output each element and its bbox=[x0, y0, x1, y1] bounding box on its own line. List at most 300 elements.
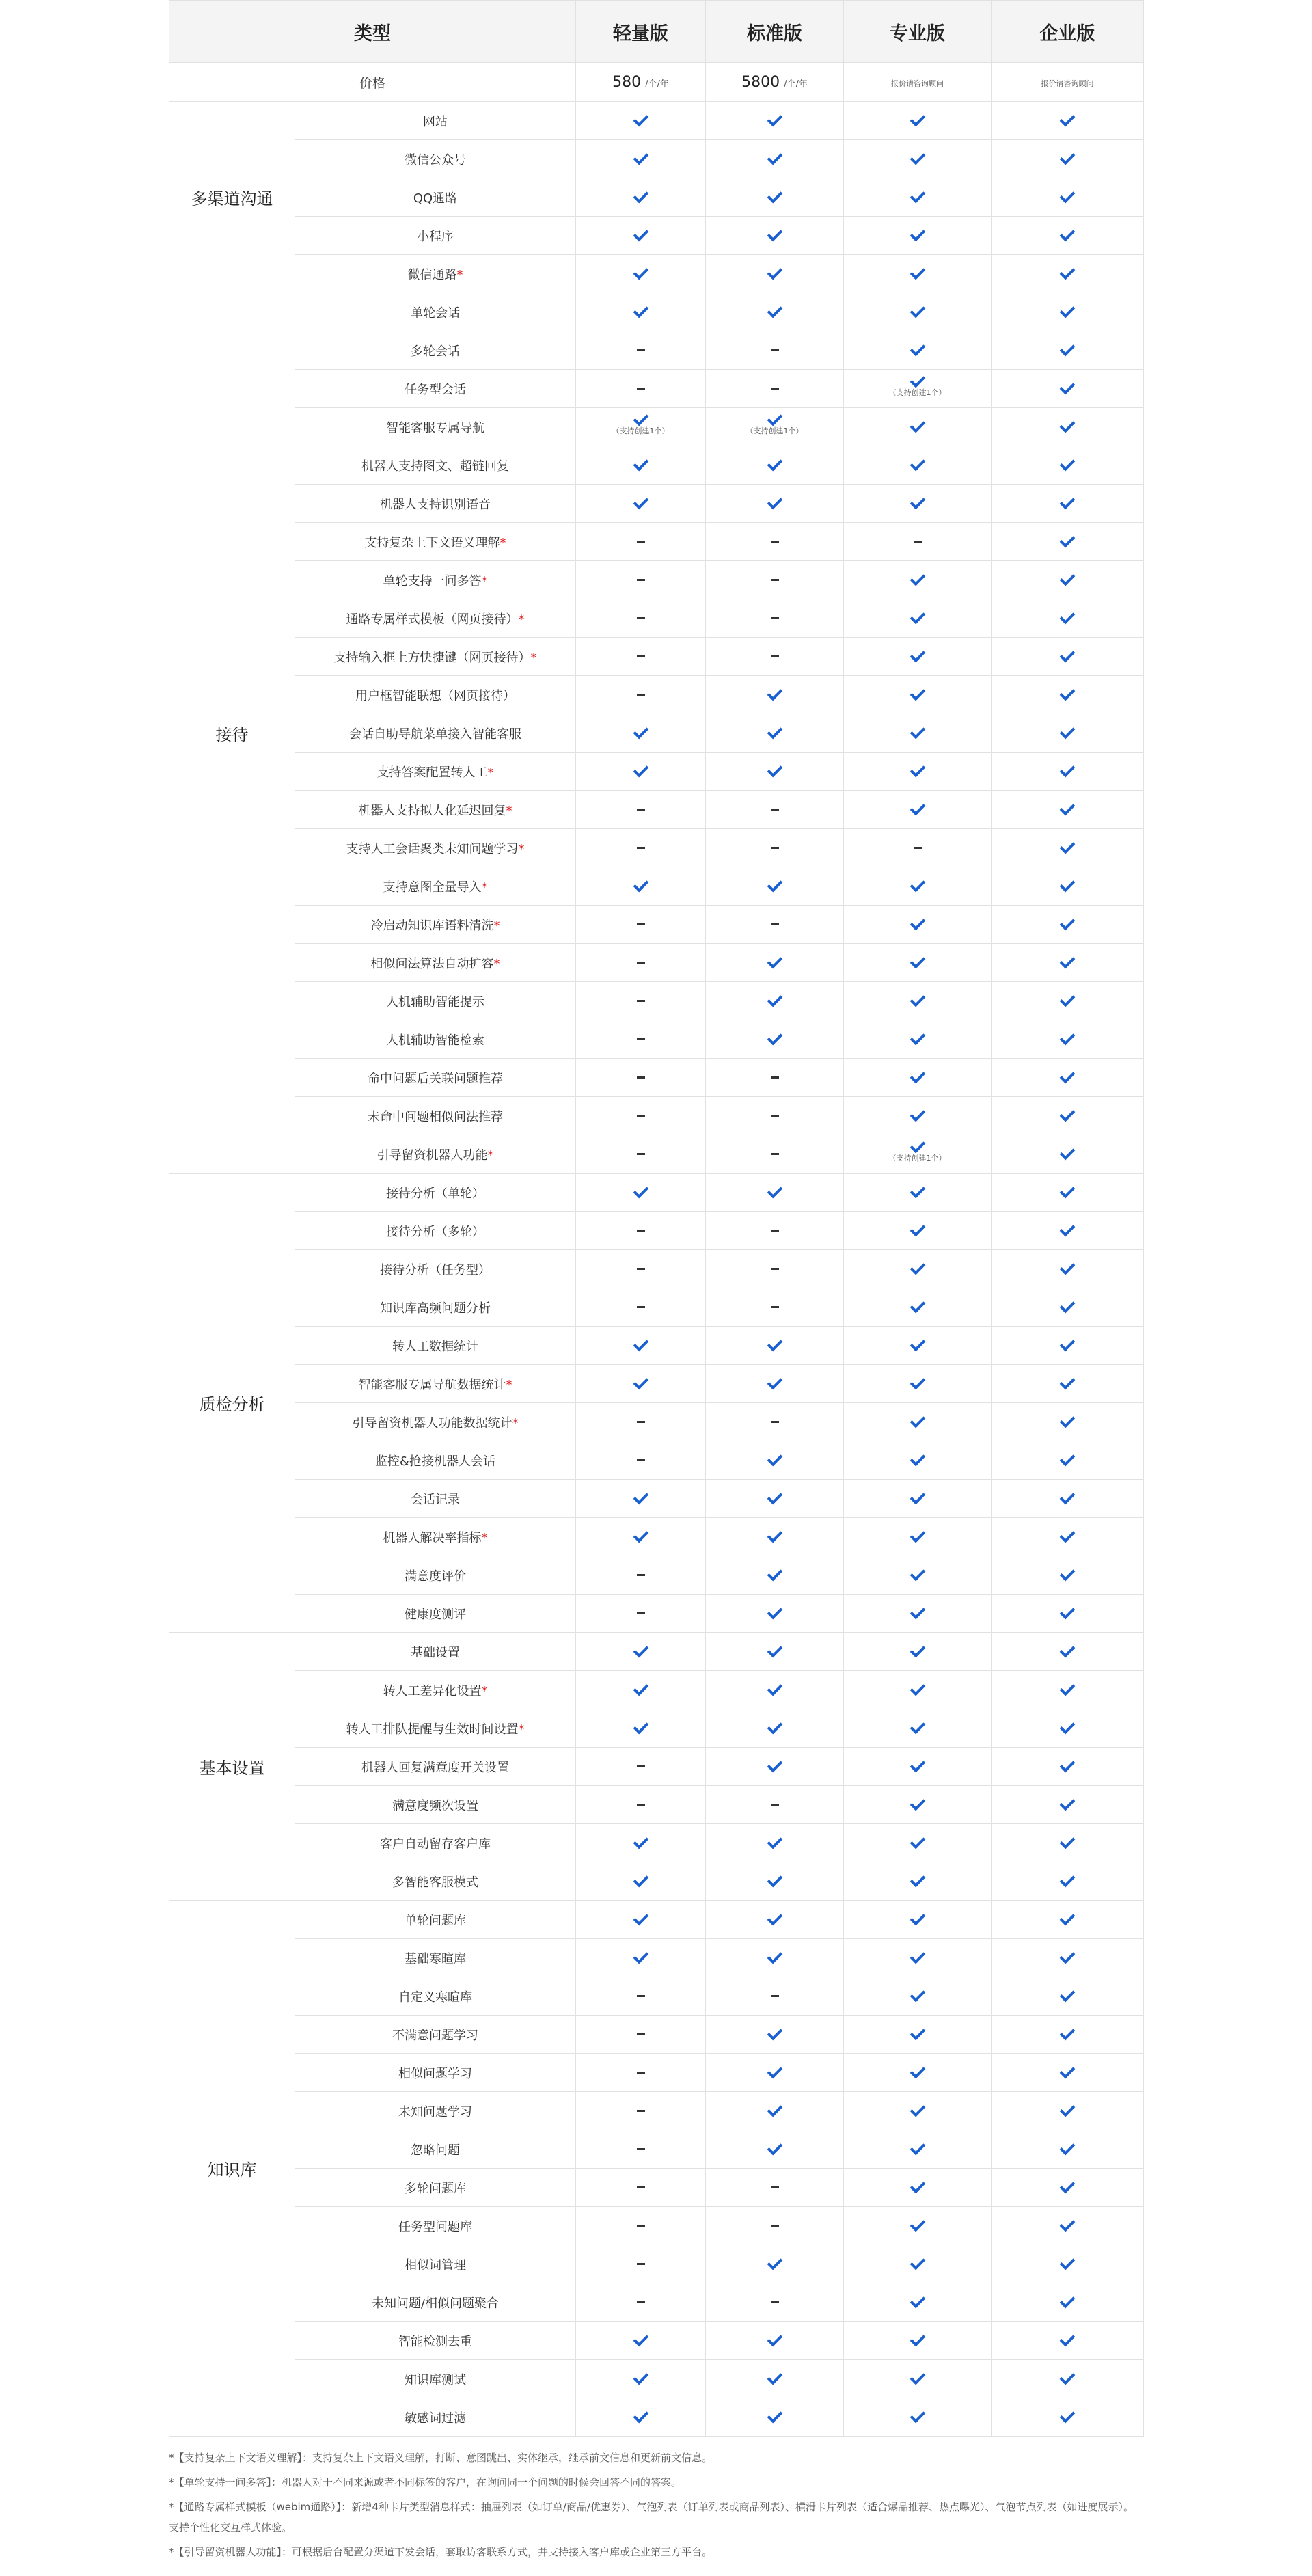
dash-icon bbox=[771, 1804, 779, 1806]
check-icon bbox=[767, 1029, 782, 1045]
value-cell bbox=[992, 140, 1144, 178]
value-cell bbox=[706, 944, 844, 982]
check-icon bbox=[633, 264, 648, 280]
dash-icon bbox=[771, 1268, 779, 1270]
value-cell bbox=[992, 217, 1144, 255]
table-row bbox=[169, 523, 1144, 561]
check-icon bbox=[767, 1948, 782, 1964]
table-row bbox=[169, 1901, 1144, 1939]
value-cell bbox=[992, 561, 1144, 599]
feature-label: 相似词管理 bbox=[405, 2258, 466, 2273]
dash-icon bbox=[771, 349, 779, 351]
asterisk-mark: * bbox=[481, 1530, 488, 1545]
value-cell bbox=[706, 446, 844, 485]
feature-label: 转人工差异化设置 bbox=[383, 1683, 482, 1698]
check-icon bbox=[910, 2331, 925, 2346]
value-cell bbox=[844, 2169, 992, 2207]
check-icon bbox=[767, 1833, 782, 1849]
check-icon bbox=[1060, 1412, 1076, 1428]
dash-icon bbox=[637, 2263, 645, 2265]
check-icon bbox=[767, 1603, 782, 1619]
check-icon bbox=[910, 1297, 925, 1313]
check-icon bbox=[910, 1182, 925, 1198]
check-icon bbox=[1060, 149, 1076, 165]
check-icon bbox=[633, 723, 648, 739]
feature-cell bbox=[295, 523, 576, 561]
check-icon bbox=[633, 1182, 648, 1198]
feature-label: 接待分析（单轮） bbox=[386, 1186, 484, 1201]
feature-cell bbox=[295, 2245, 576, 2283]
table-row bbox=[169, 178, 1144, 217]
feature-label: 网站 bbox=[423, 114, 448, 129]
value-cell bbox=[706, 2054, 844, 2092]
check-icon bbox=[1060, 1871, 1076, 1887]
value-cell bbox=[706, 561, 844, 599]
check-icon bbox=[1060, 226, 1076, 241]
value-cell bbox=[706, 2207, 844, 2245]
check-icon bbox=[633, 149, 648, 165]
value-cell bbox=[576, 561, 706, 599]
check-icon bbox=[1060, 2139, 1076, 2155]
dash-icon bbox=[771, 579, 779, 581]
value-cell bbox=[992, 2130, 1144, 2169]
check-icon bbox=[767, 685, 782, 701]
feature-cell bbox=[295, 1939, 576, 1977]
check-icon bbox=[1060, 1029, 1076, 1045]
check-icon bbox=[910, 647, 925, 662]
value-cell bbox=[576, 1595, 706, 1633]
value-cell bbox=[706, 829, 844, 867]
check-icon bbox=[633, 1527, 648, 1543]
check-icon bbox=[767, 1680, 782, 1696]
value-cell bbox=[844, 638, 992, 676]
check-icon bbox=[910, 1833, 925, 1849]
table-row bbox=[169, 1403, 1144, 1441]
table-row bbox=[169, 714, 1144, 753]
table-row bbox=[169, 867, 1144, 906]
check-icon bbox=[1060, 1795, 1076, 1811]
dash-icon bbox=[637, 1230, 645, 1232]
check-icon bbox=[910, 372, 925, 388]
feature-label: 知识库高频问题分析 bbox=[380, 1301, 491, 1316]
feature-label: 支持输入框上方快捷键（网页接待） bbox=[333, 650, 531, 665]
value-cell bbox=[706, 408, 844, 446]
table-row bbox=[169, 1595, 1144, 1633]
check-icon bbox=[1060, 800, 1076, 815]
feature-label: 命中问题后关联问题推荐 bbox=[368, 1071, 503, 1086]
dash-icon bbox=[771, 1076, 779, 1079]
header-enterprise: 企业版 bbox=[992, 1, 1144, 63]
value-cell bbox=[844, 293, 992, 331]
header-lite: 轻量版 bbox=[576, 1, 706, 63]
dash-icon bbox=[771, 1421, 779, 1423]
feature-label: 单轮支持一问多答 bbox=[383, 573, 482, 588]
value-cell bbox=[576, 829, 706, 867]
price-pro bbox=[844, 63, 992, 102]
cell-note: （支持创建1个） bbox=[888, 1153, 946, 1163]
value-cell bbox=[706, 1441, 844, 1480]
value-cell bbox=[576, 2245, 706, 2283]
asterisk-mark: * bbox=[518, 841, 525, 856]
check-icon bbox=[633, 1871, 648, 1887]
check-icon bbox=[910, 1642, 925, 1657]
feature-label: 机器人支持识别语音 bbox=[380, 497, 491, 512]
check-icon bbox=[1060, 302, 1076, 318]
check-icon bbox=[910, 493, 925, 509]
value-cell bbox=[576, 753, 706, 791]
value-cell bbox=[844, 2322, 992, 2360]
check-icon bbox=[1060, 1948, 1076, 1964]
feature-cell bbox=[295, 1748, 576, 1786]
table-row bbox=[169, 982, 1144, 1020]
value-cell bbox=[844, 1020, 992, 1059]
check-icon bbox=[767, 2331, 782, 2346]
dash-icon bbox=[771, 2301, 779, 2303]
dash-icon bbox=[637, 1459, 645, 1461]
check-icon bbox=[767, 111, 782, 126]
check-icon bbox=[1060, 1603, 1076, 1619]
value-cell bbox=[992, 1135, 1144, 1174]
table-row bbox=[169, 906, 1144, 944]
dash-icon bbox=[771, 1153, 779, 1155]
asterisk-mark: * bbox=[518, 1722, 525, 1737]
value-cell bbox=[992, 982, 1144, 1020]
value-cell bbox=[576, 906, 706, 944]
dash-icon bbox=[637, 2033, 645, 2035]
dash-icon bbox=[637, 579, 645, 581]
asterisk-mark: * bbox=[500, 535, 506, 550]
feature-cell bbox=[295, 1977, 576, 2016]
feature-label: 人机辅助智能提示 bbox=[386, 994, 484, 1009]
check-icon bbox=[910, 2216, 925, 2232]
check-icon bbox=[910, 1680, 925, 1696]
check-icon bbox=[1060, 1259, 1076, 1275]
value-cell bbox=[576, 1365, 706, 1403]
check-icon bbox=[767, 149, 782, 165]
check-icon bbox=[633, 1910, 648, 1925]
feature-cell bbox=[295, 714, 576, 753]
check-icon bbox=[1060, 876, 1076, 892]
feature-label: 敏感词过滤 bbox=[405, 2411, 466, 2426]
value-cell bbox=[844, 1212, 992, 1250]
check-icon bbox=[910, 2178, 925, 2193]
feature-label: 相似问法算法自动扩容 bbox=[370, 956, 494, 971]
feature-cell bbox=[295, 2207, 576, 2245]
value-cell bbox=[844, 331, 992, 370]
check-icon bbox=[910, 1948, 925, 1964]
feature-cell bbox=[295, 178, 576, 217]
value-cell bbox=[844, 2245, 992, 2283]
value-cell bbox=[992, 1174, 1144, 1212]
value-cell bbox=[844, 829, 992, 867]
check-icon bbox=[1060, 1450, 1076, 1466]
value-cell bbox=[576, 1939, 706, 1977]
asterisk-mark: * bbox=[481, 880, 488, 895]
value-cell bbox=[706, 485, 844, 523]
check-icon bbox=[767, 455, 782, 471]
value-cell bbox=[844, 2360, 992, 2398]
check-icon bbox=[1060, 953, 1076, 968]
value-cell bbox=[706, 1059, 844, 1097]
value-cell bbox=[992, 1709, 1144, 1748]
value-cell bbox=[992, 867, 1144, 906]
check-icon bbox=[767, 493, 782, 509]
value-cell bbox=[844, 791, 992, 829]
check-icon bbox=[1060, 2101, 1076, 2117]
price-lite bbox=[576, 63, 706, 102]
dash-icon bbox=[637, 1306, 645, 1308]
value-cell bbox=[844, 2092, 992, 2130]
dash-icon bbox=[637, 541, 645, 543]
value-cell bbox=[706, 331, 844, 370]
feature-label: 引导留资机器人功能 bbox=[377, 1148, 488, 1163]
check-icon bbox=[767, 1374, 782, 1389]
header-type: 类型 bbox=[169, 1, 576, 63]
category-cell: 基本设置 bbox=[169, 1633, 295, 1901]
check-icon bbox=[910, 302, 925, 318]
feature-label: 任务型问题库 bbox=[398, 2219, 472, 2234]
check-icon bbox=[910, 1221, 925, 1236]
value-cell bbox=[844, 1441, 992, 1480]
check-icon bbox=[633, 226, 648, 241]
value-cell bbox=[706, 2283, 844, 2322]
check-icon bbox=[1060, 570, 1076, 586]
value-cell bbox=[576, 446, 706, 485]
check-icon bbox=[910, 2139, 925, 2155]
feature-cell bbox=[295, 1901, 576, 1939]
check-icon bbox=[767, 410, 782, 426]
dash-icon bbox=[637, 1765, 645, 1767]
value-cell bbox=[706, 178, 844, 217]
value-cell bbox=[706, 1862, 844, 1901]
check-icon bbox=[1060, 532, 1076, 547]
value-cell bbox=[576, 2398, 706, 2437]
value-cell bbox=[992, 1288, 1144, 1327]
feature-cell bbox=[295, 561, 576, 599]
value-cell bbox=[844, 561, 992, 599]
comparison-table bbox=[169, 0, 1144, 2437]
check-icon bbox=[1060, 187, 1076, 203]
feature-cell bbox=[295, 982, 576, 1020]
table-row bbox=[169, 140, 1144, 178]
value-cell bbox=[706, 2245, 844, 2283]
feature-label: 满意度频次设置 bbox=[392, 1798, 478, 1813]
check-icon bbox=[767, 2101, 782, 2117]
value-cell bbox=[576, 140, 706, 178]
check-icon bbox=[910, 187, 925, 203]
feature-label: 多轮问题库 bbox=[405, 2181, 466, 2196]
check-icon bbox=[910, 2063, 925, 2078]
value-cell bbox=[844, 1059, 992, 1097]
check-icon bbox=[767, 187, 782, 203]
feature-label: 不满意问题学习 bbox=[392, 2028, 478, 2043]
value-cell bbox=[844, 178, 992, 217]
asterisk-mark: * bbox=[530, 650, 537, 665]
feature-cell bbox=[295, 293, 576, 331]
feature-cell bbox=[295, 2054, 576, 2092]
value-cell bbox=[706, 2092, 844, 2130]
dash-icon bbox=[771, 1115, 779, 1117]
table-row bbox=[169, 1097, 1144, 1135]
value-cell bbox=[992, 1250, 1144, 1288]
value-cell bbox=[706, 523, 844, 561]
value-cell bbox=[844, 599, 992, 638]
check-icon bbox=[1060, 2216, 1076, 2232]
feature-cell bbox=[295, 217, 576, 255]
value-cell bbox=[706, 102, 844, 140]
value-cell bbox=[844, 1901, 992, 1939]
value-cell bbox=[992, 2054, 1144, 2092]
feature-label: 微信公众号 bbox=[405, 152, 466, 167]
feature-cell bbox=[295, 676, 576, 714]
table-row bbox=[169, 1709, 1144, 1748]
check-icon bbox=[1060, 723, 1076, 739]
table-row bbox=[169, 293, 1144, 331]
check-icon bbox=[910, 1795, 925, 1811]
table-row bbox=[169, 1212, 1144, 1250]
check-icon bbox=[633, 187, 648, 203]
value-cell bbox=[992, 2322, 1144, 2360]
table-row bbox=[169, 1174, 1144, 1212]
value-cell bbox=[992, 1327, 1144, 1365]
feature-cell bbox=[295, 1480, 576, 1518]
value-cell bbox=[844, 1709, 992, 1748]
feature-cell bbox=[295, 408, 576, 446]
value-cell bbox=[992, 255, 1144, 293]
value-cell bbox=[992, 446, 1144, 485]
feature-cell bbox=[295, 1633, 576, 1671]
feature-cell bbox=[295, 1786, 576, 1824]
check-icon bbox=[910, 991, 925, 1007]
table-row bbox=[169, 753, 1144, 791]
value-cell bbox=[576, 255, 706, 293]
feature-label: 知识库测试 bbox=[405, 2372, 466, 2387]
value-cell bbox=[844, 2130, 992, 2169]
feature-label: 任务型会话 bbox=[405, 382, 466, 397]
check-icon bbox=[910, 1871, 925, 1887]
check-icon bbox=[1060, 1718, 1076, 1734]
value-cell bbox=[576, 485, 706, 523]
value-cell bbox=[992, 791, 1144, 829]
value-cell bbox=[992, 1441, 1144, 1480]
check-icon bbox=[1060, 838, 1076, 854]
value-cell bbox=[844, 2283, 992, 2322]
check-icon bbox=[633, 2331, 648, 2346]
dash-icon bbox=[771, 1995, 779, 1997]
check-icon bbox=[910, 1336, 925, 1351]
feature-label: 未知问题/相似问题聚合 bbox=[371, 2296, 500, 2311]
value-cell bbox=[706, 1327, 844, 1365]
feature-cell bbox=[295, 1671, 576, 1709]
header-standard: 标准版 bbox=[706, 1, 844, 63]
footnote: *【支持复杂上下文语义理解】：支持复杂上下文语义理解，打断、意图跳出、实体继承，继承前文信息和更新前文信息。 bbox=[169, 2452, 713, 2464]
feature-label: 智能客服专属导航数据统计 bbox=[358, 1377, 506, 1392]
check-icon bbox=[767, 1871, 782, 1887]
value-cell bbox=[992, 1671, 1144, 1709]
value-cell bbox=[706, 1403, 844, 1441]
check-icon bbox=[1060, 1182, 1076, 1198]
table-row bbox=[169, 2283, 1144, 2322]
value-cell bbox=[706, 599, 844, 638]
price-unit: /个/年 bbox=[784, 79, 808, 90]
value-cell bbox=[992, 638, 1144, 676]
check-icon bbox=[910, 800, 925, 815]
value-cell bbox=[706, 1480, 844, 1518]
value-cell bbox=[576, 370, 706, 408]
dash-icon bbox=[637, 1421, 645, 1423]
value-cell bbox=[992, 2092, 1144, 2130]
value-cell bbox=[706, 867, 844, 906]
table-row bbox=[169, 1135, 1144, 1174]
check-icon bbox=[910, 876, 925, 892]
feature-cell bbox=[295, 1403, 576, 1441]
feature-label: 机器人支持拟人化延迟回复 bbox=[358, 803, 506, 818]
value-cell bbox=[992, 2245, 1144, 2283]
table-row bbox=[169, 1786, 1144, 1824]
dash-icon bbox=[771, 541, 779, 543]
footnote: *【单轮支持一问多答】：机器人对于不同来源或者不同标签的客户，在询问同一个问题的时候会回答不同的答案。 bbox=[169, 2476, 682, 2489]
feature-cell bbox=[295, 1020, 576, 1059]
feature-cell bbox=[295, 1824, 576, 1862]
check-icon bbox=[910, 1259, 925, 1275]
check-icon bbox=[767, 264, 782, 280]
value-cell bbox=[992, 1977, 1144, 2016]
table-row bbox=[169, 1365, 1144, 1403]
value-cell bbox=[992, 1403, 1144, 1441]
feature-cell bbox=[295, 255, 576, 293]
value-cell bbox=[576, 2016, 706, 2054]
check-icon bbox=[1060, 608, 1076, 624]
asterisk-mark: * bbox=[481, 573, 488, 588]
value-cell bbox=[576, 791, 706, 829]
value-cell bbox=[576, 2092, 706, 2130]
feature-label: 支持答案配置转人工 bbox=[377, 765, 488, 780]
check-icon bbox=[910, 2024, 925, 2040]
value-cell bbox=[576, 2169, 706, 2207]
value-cell bbox=[576, 1288, 706, 1327]
check-icon bbox=[633, 1833, 648, 1849]
value-cell bbox=[576, 1862, 706, 1901]
table-row bbox=[169, 1518, 1144, 1556]
value-cell bbox=[844, 753, 992, 791]
value-cell bbox=[576, 1135, 706, 1174]
category-cell: 质检分析 bbox=[169, 1174, 295, 1633]
check-icon bbox=[767, 1182, 782, 1198]
feature-cell bbox=[295, 638, 576, 676]
feature-label: 机器人解决率指标 bbox=[383, 1530, 482, 1545]
check-icon bbox=[1060, 264, 1076, 280]
feature-cell bbox=[295, 1518, 576, 1556]
value-cell bbox=[992, 829, 1144, 867]
feature-label: 健康度测评 bbox=[405, 1607, 466, 1622]
value-cell bbox=[576, 1709, 706, 1748]
check-icon bbox=[1060, 2024, 1076, 2040]
feature-label: 多轮会话 bbox=[411, 344, 460, 359]
asterisk-mark: * bbox=[506, 803, 512, 818]
check-icon bbox=[910, 2369, 925, 2385]
check-icon bbox=[910, 1986, 925, 2002]
price-note: 报价请咨询顾问 bbox=[891, 79, 944, 88]
feature-cell bbox=[295, 2322, 576, 2360]
dash-icon bbox=[637, 1574, 645, 1576]
feature-label: 多智能客服模式 bbox=[392, 1875, 478, 1890]
pricing-comparison bbox=[169, 0, 1143, 2566]
feature-label: 支持复杂上下文语义理解 bbox=[364, 535, 500, 550]
feature-cell bbox=[295, 2130, 576, 2169]
check-icon bbox=[1060, 761, 1076, 777]
table-row bbox=[169, 2092, 1144, 2130]
feature-cell bbox=[295, 1365, 576, 1403]
